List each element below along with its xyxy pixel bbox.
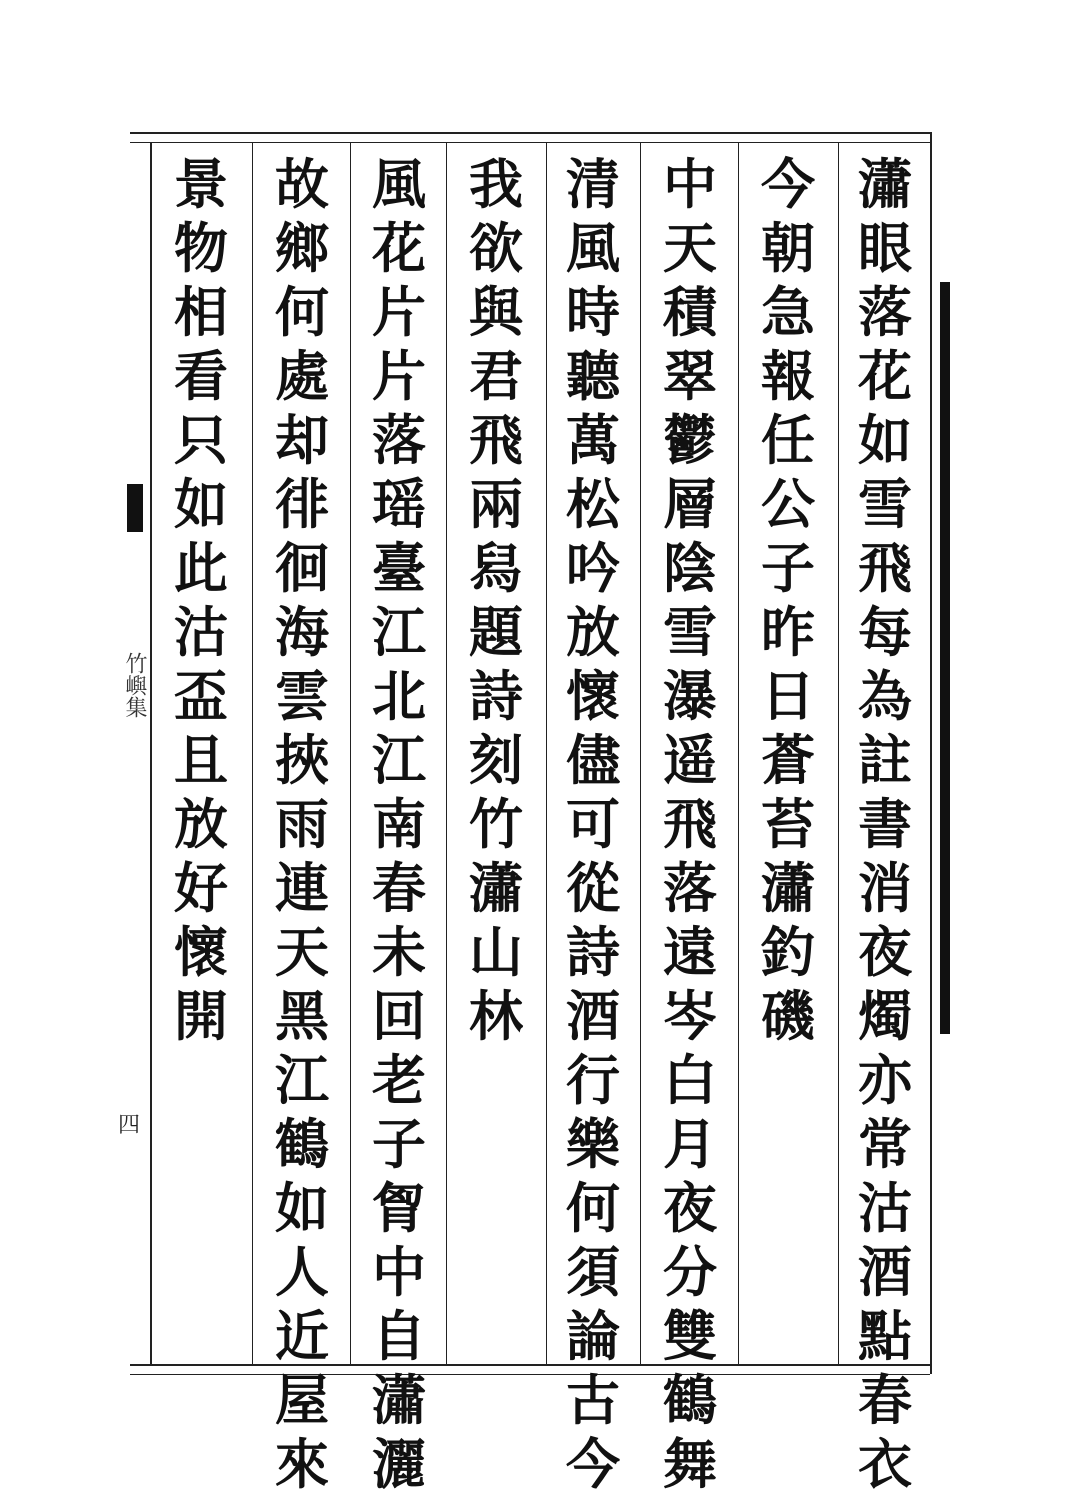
character: 沽 <box>858 1176 912 1240</box>
character: 遥 <box>663 728 717 792</box>
character: 時 <box>566 280 620 344</box>
character: 天 <box>663 216 717 280</box>
text-column-4 <box>550 152 636 1496</box>
character: 物 <box>174 216 228 280</box>
character: 盃 <box>174 664 228 728</box>
character: 鬱 <box>663 408 717 472</box>
character: 黑 <box>275 984 329 1048</box>
character: 舄 <box>469 536 523 600</box>
character: 苔 <box>761 792 815 856</box>
character: 人 <box>275 1240 329 1304</box>
character: 行 <box>566 1048 620 1112</box>
character: 可 <box>566 792 620 856</box>
character: 此 <box>174 536 228 600</box>
character: 飛 <box>663 792 717 856</box>
character: 從 <box>566 856 620 920</box>
character: 片 <box>372 280 426 344</box>
character: 月 <box>663 1112 717 1176</box>
column-rule <box>446 142 447 1364</box>
character: 瀑 <box>663 664 717 728</box>
character: 徘 <box>275 472 329 536</box>
character: 儘 <box>566 728 620 792</box>
character: 近 <box>275 1304 329 1368</box>
character: 雲 <box>275 664 329 728</box>
character: 任 <box>761 408 815 472</box>
top-border-line <box>130 132 930 134</box>
character: 山 <box>469 920 523 984</box>
character: 老 <box>372 1048 426 1112</box>
character: 積 <box>663 280 717 344</box>
right-border-line <box>930 132 932 1374</box>
character: 落 <box>663 856 717 920</box>
running-title: 竹嶼集 <box>122 652 147 718</box>
character: 如 <box>858 408 912 472</box>
character: 翠 <box>663 344 717 408</box>
character: 何 <box>275 280 329 344</box>
character: 天 <box>275 920 329 984</box>
character: 懷 <box>566 664 620 728</box>
character: 瑶 <box>372 472 426 536</box>
character: 常 <box>858 1112 912 1176</box>
character: 報 <box>761 344 815 408</box>
character: 古 <box>566 1368 620 1432</box>
character: 如 <box>174 472 228 536</box>
character: 公 <box>761 472 815 536</box>
character: 海 <box>275 600 329 664</box>
character: 岑 <box>663 984 717 1048</box>
character: 子 <box>372 1112 426 1176</box>
character: 層 <box>663 472 717 536</box>
character: 夜 <box>663 1176 717 1240</box>
character: 為 <box>858 664 912 728</box>
character: 酒 <box>858 1240 912 1304</box>
character: 江 <box>372 600 426 664</box>
bottom-border-line <box>130 1364 930 1366</box>
character: 雪 <box>858 472 912 536</box>
column-rule <box>640 142 641 1364</box>
character: 樂 <box>566 1112 620 1176</box>
character: 舞 <box>663 1432 717 1496</box>
character: 來 <box>275 1432 329 1496</box>
character: 花 <box>858 344 912 408</box>
character: 竹 <box>469 792 523 856</box>
character: 瀟 <box>469 856 523 920</box>
character: 鶴 <box>663 1368 717 1432</box>
character: 雨 <box>275 792 329 856</box>
text-column-6 <box>356 152 442 1496</box>
character: 落 <box>372 408 426 472</box>
character: 江 <box>372 728 426 792</box>
character: 春 <box>372 856 426 920</box>
character: 何 <box>566 1176 620 1240</box>
character: 書 <box>858 792 912 856</box>
character: 飛 <box>469 408 523 472</box>
column-rule <box>252 142 253 1364</box>
character: 急 <box>761 280 815 344</box>
character: 且 <box>174 728 228 792</box>
character: 放 <box>174 792 228 856</box>
character: 酒 <box>566 984 620 1048</box>
character: 看 <box>174 344 228 408</box>
character: 好 <box>174 856 228 920</box>
character: 連 <box>275 856 329 920</box>
character: 相 <box>174 280 228 344</box>
character: 挾 <box>275 728 329 792</box>
character: 眼 <box>858 216 912 280</box>
character: 灑 <box>372 1432 426 1496</box>
character: 陰 <box>663 536 717 600</box>
character: 白 <box>663 1048 717 1112</box>
left-border-line <box>150 142 152 1364</box>
character: 風 <box>566 216 620 280</box>
character: 消 <box>858 856 912 920</box>
character: 釣 <box>761 920 815 984</box>
character: 南 <box>372 792 426 856</box>
character: 燭 <box>858 984 912 1048</box>
page-number: 四 <box>118 1113 141 1138</box>
character: 屋 <box>275 1368 329 1432</box>
character: 鄉 <box>275 216 329 280</box>
character: 詩 <box>469 664 523 728</box>
bottom-border-line-inner <box>130 1374 930 1375</box>
character: 北 <box>372 664 426 728</box>
character: 飛 <box>858 536 912 600</box>
character: 如 <box>275 1176 329 1240</box>
column-rule <box>546 142 547 1364</box>
character: 回 <box>372 984 426 1048</box>
character: 詩 <box>566 920 620 984</box>
character: 雙 <box>663 1304 717 1368</box>
character: 落 <box>858 280 912 344</box>
character: 臺 <box>372 536 426 600</box>
character: 吟 <box>566 536 620 600</box>
character: 景 <box>174 152 228 216</box>
text-column-2 <box>745 152 831 1352</box>
character: 片 <box>372 344 426 408</box>
character: 每 <box>858 600 912 664</box>
character: 故 <box>275 152 329 216</box>
binding-edge-bar <box>940 282 950 1034</box>
character: 我 <box>469 152 523 216</box>
character: 今 <box>566 1432 620 1496</box>
text-column-8 <box>158 152 244 1352</box>
character: 雪 <box>663 600 717 664</box>
character: 兩 <box>469 472 523 536</box>
character: 衣 <box>858 1432 912 1496</box>
character: 君 <box>469 344 523 408</box>
text-column-1 <box>842 152 928 1496</box>
character: 中 <box>372 1240 426 1304</box>
character: 夜 <box>858 920 912 984</box>
character: 蒼 <box>761 728 815 792</box>
character: 清 <box>566 152 620 216</box>
character: 與 <box>469 280 523 344</box>
character: 鶴 <box>275 1112 329 1176</box>
character: 註 <box>858 728 912 792</box>
character: 日 <box>761 664 815 728</box>
character: 處 <box>275 344 329 408</box>
character: 松 <box>566 472 620 536</box>
character: 聽 <box>566 344 620 408</box>
character: 遠 <box>663 920 717 984</box>
text-column-5 <box>453 152 539 1352</box>
character: 亦 <box>858 1048 912 1112</box>
character: 徊 <box>275 536 329 600</box>
character: 刻 <box>469 728 523 792</box>
column-rule <box>738 142 739 1364</box>
character: 却 <box>275 408 329 472</box>
character: 今 <box>761 152 815 216</box>
character: 分 <box>663 1240 717 1304</box>
character: 林 <box>469 984 523 1048</box>
character: 只 <box>174 408 228 472</box>
character: 風 <box>372 152 426 216</box>
character: 花 <box>372 216 426 280</box>
column-rule <box>350 142 351 1364</box>
top-border-line-inner <box>130 142 930 143</box>
character: 瀟 <box>761 856 815 920</box>
character: 萬 <box>566 408 620 472</box>
character: 未 <box>372 920 426 984</box>
character: 開 <box>174 984 228 1048</box>
text-column-7 <box>259 152 345 1496</box>
character: 懷 <box>174 920 228 984</box>
character: 瀟 <box>858 152 912 216</box>
character: 江 <box>275 1048 329 1112</box>
character: 沽 <box>174 600 228 664</box>
column-rule <box>838 142 839 1364</box>
character: 點 <box>858 1304 912 1368</box>
character: 放 <box>566 600 620 664</box>
character: 春 <box>858 1368 912 1432</box>
character: 胷 <box>372 1176 426 1240</box>
character: 瀟 <box>372 1368 426 1432</box>
character: 欲 <box>469 216 523 280</box>
character: 自 <box>372 1304 426 1368</box>
text-column-3 <box>647 152 733 1496</box>
character: 中 <box>663 152 717 216</box>
character: 朝 <box>761 216 815 280</box>
character: 論 <box>566 1304 620 1368</box>
fishtail-mark <box>127 484 143 532</box>
character: 昨 <box>761 600 815 664</box>
character: 磯 <box>761 984 815 1048</box>
character: 須 <box>566 1240 620 1304</box>
character: 子 <box>761 536 815 600</box>
character: 題 <box>469 600 523 664</box>
